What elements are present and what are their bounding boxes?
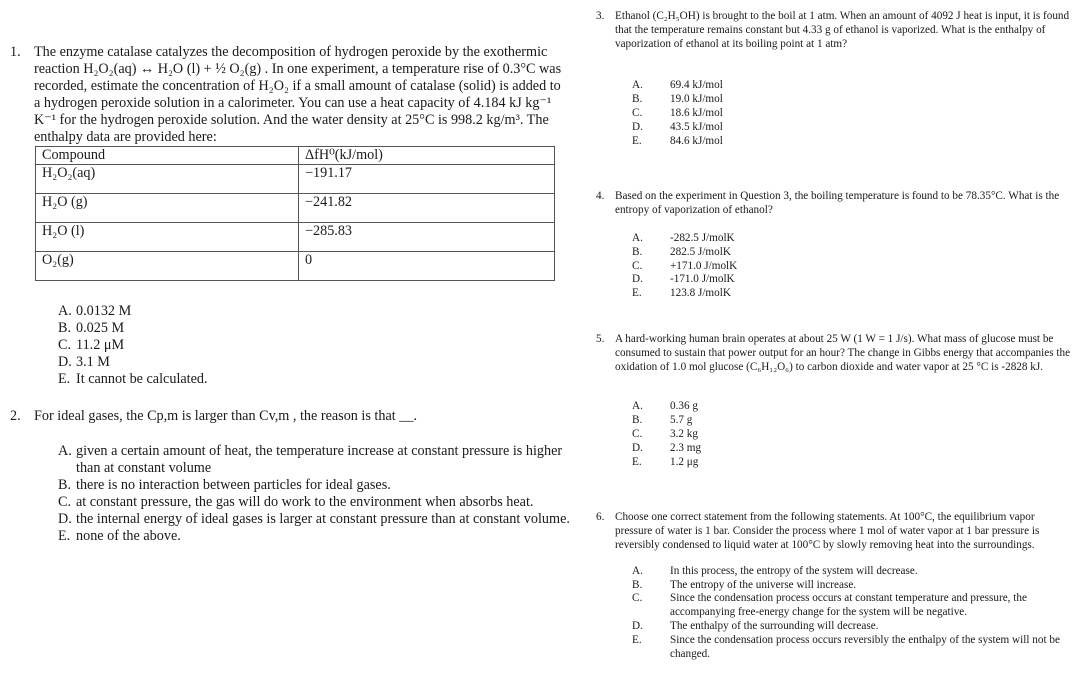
option-letter: C.	[58, 494, 72, 510]
option-text: 2.3 mg	[670, 441, 702, 454]
option-letter: E.	[632, 134, 642, 147]
option-text: -171.0 J/molK	[670, 273, 735, 286]
option-letter: B.	[632, 93, 643, 106]
answer-option[interactable]	[632, 428, 1071, 442]
answer-option[interactable]	[58, 494, 570, 511]
question-number: 4.	[596, 190, 605, 203]
answer-option[interactable]	[632, 287, 1071, 301]
question-6-options	[632, 565, 1071, 662]
option-letter: D.	[632, 120, 643, 133]
option-letter: B.	[632, 414, 643, 427]
answer-option[interactable]	[632, 121, 1071, 135]
table-row	[36, 252, 555, 281]
question-4-options	[632, 232, 1071, 301]
option-text: the internal energy of ideal gases is larger at constant pressure than at constant volume.	[76, 511, 570, 527]
question-text: For ideal gases, the Cp,m is larger than Cv,m , the reason is that __.	[34, 408, 417, 424]
option-letter: E.	[58, 528, 71, 544]
question-number: 3.	[596, 10, 605, 22]
option-text: 84.6 kJ/mol	[670, 134, 723, 147]
question-5-options	[632, 400, 1071, 469]
question-number: 5.	[596, 332, 605, 345]
option-text: It cannot be calculated.	[76, 371, 208, 387]
option-text: 0.36 g	[670, 400, 698, 413]
table-header-cell: ΔfH⁰(kJ/mol)	[299, 147, 555, 165]
answer-option[interactable]	[632, 260, 1071, 274]
table-header-row	[36, 147, 555, 165]
table-cell: −241.82	[299, 194, 555, 223]
option-text: there is no interaction between particles for ideal gases.	[76, 477, 391, 493]
answer-option[interactable]	[632, 79, 1071, 93]
answer-option[interactable]	[58, 303, 570, 320]
option-letter: E.	[632, 287, 642, 300]
option-text: 3.2 kg	[670, 427, 698, 440]
option-letter: C.	[632, 427, 643, 440]
option-letter: B.	[632, 245, 643, 258]
option-letter: D.	[632, 619, 643, 632]
question-number: 2.	[10, 408, 21, 424]
option-text: -282.5 J/molK	[670, 231, 735, 244]
option-text: Since the condensation process occurs reversibly the enthalpy of the system will not be changed.	[670, 633, 1060, 660]
table-cell: 0	[299, 252, 555, 281]
option-text: 0.025 M	[76, 320, 125, 336]
answer-option[interactable]	[632, 592, 1071, 620]
question-text: Ethanol (C₂H₅OH) is brought to the boil at 1 atm. When an amount of 4092 J heat is input, it is found that the temperature remains constant but 4.33 g of ethanol is vaporized. What is the enthalpy of vaporization of ethanol at its boiling point at 1 atm?	[615, 10, 1070, 50]
option-letter: B.	[632, 578, 643, 591]
option-letter: E.	[632, 455, 642, 468]
question-number: 6.	[596, 511, 605, 524]
question-text: The enzyme catalase catalyzes the decomposition of hydrogen peroxide by the exothermic reaction H₂O₂(aq) ↔ H₂O (l) + ½ O₂(g) . In one experiment, a temperature rise of 0.3°C was recorded, estimate the concentration of H₂O₂ if a small amount of catalase (solid) is added to a hydrogen peroxide solution in a calorimeter. You can use a heat capacity of 4.184 kJ kg⁻¹ K⁻¹ for the hydrogen peroxide solution. And the water density at 25°C is 998.2 kg/m³. The enthalpy data are provided here:	[34, 44, 562, 145]
answer-option[interactable]	[632, 107, 1071, 121]
answer-option[interactable]	[58, 337, 570, 354]
option-text: +171.0 J/molK	[670, 259, 738, 272]
option-text: 3.1 M	[76, 354, 110, 370]
table-row	[36, 165, 555, 194]
table-header-cell: Compound	[36, 147, 299, 165]
question-text: Choose one correct statement from the following statements. At 100°C, the equilibrium vapor pressure of water is 1 bar. Consider the process where 1 mol of water vapor at 1 bar pressure is reversibly condensed to liquid water at 100°C by slowly removing heat into the surroundings.	[615, 511, 1040, 551]
option-text: In this process, the entropy of the system will decrease.	[670, 564, 918, 577]
option-letter: B.	[58, 320, 72, 336]
option-letter: D.	[58, 511, 72, 527]
option-letter: A.	[632, 564, 643, 577]
table-cell: H₂O (l)	[36, 223, 299, 252]
option-text: The entropy of the universe will increase.	[670, 578, 857, 591]
table-cell: O₂(g)	[36, 252, 299, 281]
question-6	[596, 511, 1071, 552]
question-3	[596, 10, 1071, 51]
question-2-options	[58, 443, 570, 545]
question-3-options	[632, 79, 1071, 148]
answer-option[interactable]	[632, 232, 1071, 246]
option-letter: C.	[58, 337, 72, 353]
table-cell: H₂O (g)	[36, 194, 299, 223]
option-letter: B.	[58, 477, 72, 493]
option-letter: E.	[58, 371, 71, 387]
question-text: A hard-working human brain operates at about 25 W (1 W = 1 J/s). What mass of glucose must be consumed to sustain that power output for an hour? The change in Gibbs energy that accompanies the oxidation of 1.0 mol glucose (C₆H₁₂O₆) to carbon dioxide and water vapor at 25 °C is -2828 kJ.	[615, 332, 1071, 373]
answer-option[interactable]	[58, 511, 570, 528]
answer-option[interactable]	[632, 273, 1071, 287]
answer-option[interactable]	[632, 414, 1071, 428]
answer-option[interactable]	[632, 93, 1071, 107]
answer-option[interactable]	[632, 565, 1071, 579]
table-cell: H₂O₂(aq)	[36, 165, 299, 194]
answer-option[interactable]	[632, 400, 1071, 414]
question-1-options	[58, 303, 570, 388]
answer-option[interactable]	[58, 443, 570, 477]
option-letter: A.	[58, 303, 72, 319]
option-text: at constant pressure, the gas will do work to the environment when absorbs heat.	[76, 494, 534, 510]
option-text: 11.2 μM	[76, 337, 125, 353]
answer-option[interactable]	[58, 528, 570, 545]
option-letter: D.	[632, 273, 643, 286]
option-letter: D.	[632, 441, 643, 454]
option-text: 5.7 g	[670, 414, 693, 427]
option-text: 18.6 kJ/mol	[670, 106, 723, 119]
right-column	[596, 10, 1071, 661]
answer-option[interactable]	[58, 354, 570, 371]
option-letter: A.	[58, 443, 72, 459]
option-text: 43.5 kJ/mol	[670, 120, 723, 133]
option-text: 1.2 μg	[670, 455, 699, 468]
answer-option[interactable]	[58, 477, 570, 494]
option-text: The enthalpy of the surrounding will decrease.	[670, 619, 879, 632]
enthalpy-table	[35, 146, 555, 281]
question-2	[10, 408, 570, 425]
option-letter: A.	[632, 231, 643, 244]
option-text: 69.4 kJ/mol	[670, 79, 723, 92]
option-text: 282.5 J/molK	[670, 245, 731, 258]
option-text: 0.0132 M	[76, 303, 132, 319]
option-letter: D.	[58, 354, 72, 370]
option-text: none of the above.	[76, 528, 181, 544]
answer-option[interactable]	[632, 456, 1071, 470]
table-row	[36, 223, 555, 252]
option-text: 19.0 kJ/mol	[670, 93, 723, 106]
table-cell: −285.83	[299, 223, 555, 252]
question-1	[10, 44, 570, 146]
answer-option[interactable]	[632, 135, 1071, 149]
option-letter: C.	[632, 259, 643, 272]
answer-option[interactable]	[632, 246, 1071, 260]
option-letter: A.	[632, 400, 643, 413]
question-4	[596, 190, 1071, 218]
option-letter: C.	[632, 106, 643, 119]
option-letter: A.	[632, 79, 643, 92]
table-row	[36, 194, 555, 223]
question-text: Based on the experiment in Question 3, the boiling temperature is found to be 78.35°C. What is the entropy of vaporization of ethanol?	[615, 190, 1060, 217]
option-text: given a certain amount of heat, the temperature increase at constant pressure is higher than at constant volume	[76, 443, 563, 476]
table-cell: −191.17	[299, 165, 555, 194]
answer-option[interactable]	[632, 634, 1071, 662]
answer-option[interactable]	[632, 579, 1071, 593]
question-number: 1.	[10, 44, 21, 60]
option-letter: C.	[632, 592, 643, 605]
option-text: Since the condensation process occurs at constant temperature and pressure, the accompanying free-energy change for the system will be negative.	[670, 592, 1027, 619]
option-letter: E.	[632, 633, 642, 646]
answer-option[interactable]	[58, 320, 570, 337]
option-text: 123.8 J/molK	[670, 287, 731, 300]
left-column	[10, 44, 570, 545]
answer-option[interactable]	[632, 442, 1071, 456]
question-5	[596, 333, 1071, 374]
answer-option[interactable]	[632, 620, 1071, 634]
answer-option[interactable]	[58, 371, 570, 388]
